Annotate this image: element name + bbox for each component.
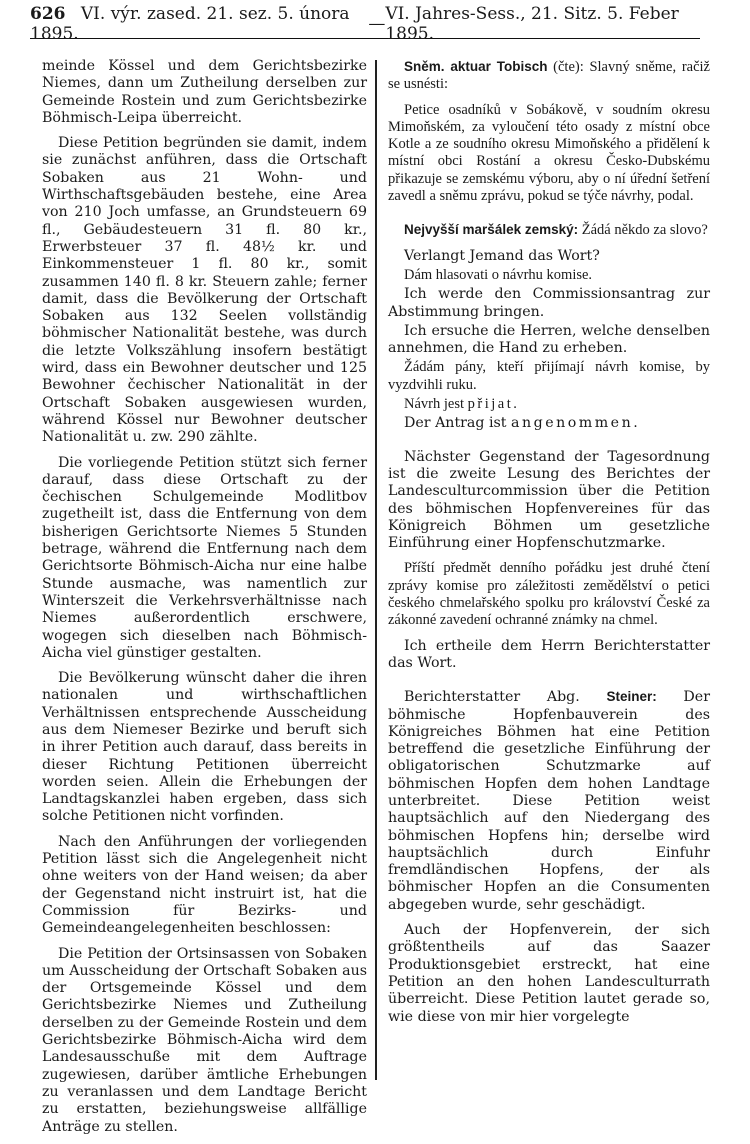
- left-column: [42, 58, 367, 1144]
- result-text: Der Antrag ist: [404, 415, 512, 432]
- result-word: angenommen.: [511, 415, 641, 432]
- header-title-german: VI. Jahres-Sess., 21. Sitz. 5. Feber 1895.: [385, 4, 679, 44]
- speech-text: Der böhmische Hopfenbauverein des Königreiches Böhmen hat eine Petition betreffend die gesetzliche Einführung der obligatorischen Schutzmarke auf böhmischen Hopfen dem hohen Landtage unterbreitet. Diese Petition weist hauptsächlich auf den Niedergang des böhmischen Hopfens hin; derselbe wird hauptsächlich durch Einfuhr fremdländischen Hopfens, der als böhmischer Hopfen an die Consumenten abgegeben wurde, sehr geschädigt.: [388, 689, 710, 913]
- speaker-name: Steiner:: [606, 689, 657, 705]
- paragraph: Nach den Anführungen der vorliegenden Petition lässt sich die Angelegenheit nicht ohne weiters von der Hand weisen; da aber der Gegenstand nicht instruirt ist, hat die Commission für Bezirks- und Gemeindeangelegenheiten beschlossen:: [42, 833, 367, 937]
- header-separator: —: [368, 14, 386, 34]
- speaker-title: Berichterstatter Abg.: [404, 689, 607, 706]
- paragraph: Nächster Gegenstand der Tagesordnung ist die zweite Lesung des Berichtes der Landesculturcommission über die Petition des böhmischen Hopfenvereines für das Königreich Böhmen um gesetzliche Einführung einer Hopfenschutzmarke.: [388, 448, 710, 552]
- paragraph: Ich werde den Commissionsantrag zur Abstimmung bringen.: [388, 286, 710, 320]
- paragraph: Die vorliegende Petition stützt sich ferner darauf, dass diese Ortschaft zu der čechischen Schulgemeinde Modlitbov zugetheilt ist, dass die Entfernung von dem bisherigen Gerichtsorte Niemes 5 Stunden betrage, während die Entfernung nach dem Gerichtsorte Böhmisch-Aicha nur eine halbe Stunde ausmache, was namentlich zur Winterszeit die Verkehrsverhältnisse nach Niemes außerordentlich erschwere, wogegen sich dieselben nach Böhmisch-Aicha viel günstiger gestalten.: [42, 454, 367, 661]
- header-title-czech: VI. výr. zased. 21. sez. 5. února 1895.: [30, 4, 350, 44]
- paragraph: Petice osadníků v Sobákově, v soudním okresu Mimoňském, za vyloučení této osady z místní obce Kotle a ze soudního okresu Mimoňského a přidělení k místní obci Rostání a okresu Česko-Dubskému přikazuje se zemskému výboru, aby o ní úřední šetření zavedl a sněmu zprávu, pokud se týče návrhy, podal.: [388, 101, 710, 205]
- right-column: [388, 58, 710, 1034]
- paragraph: Ich ersuche die Herren, welche denselben annehmen, die Hand zu erheben.: [388, 322, 710, 357]
- page-header: [30, 4, 700, 44]
- page-number: 626: [30, 4, 66, 24]
- speaker-name: Nejvyšší maršálek zemský:: [404, 222, 579, 238]
- speaker-name: Sněm. aktuar Tobisch: [404, 59, 548, 74]
- result-paragraph: [388, 415, 710, 432]
- paragraph: Příští předmět denního pořádku jest druhé čtení zprávy komise pro záležitosti zemědělství o petici českého chmelařského spolku pro království České za zákonné zavedení ochranné známky na chmel.: [388, 560, 710, 629]
- paragraph: Verlangt Jemand das Wort?: [404, 247, 600, 264]
- speaker-paragraph: [388, 688, 710, 914]
- result-paragraph: [388, 396, 710, 413]
- paragraph: Dám hlasovati o návrhu komise.: [404, 266, 593, 283]
- speaker-paragraph: [388, 58, 710, 94]
- paragraph: Auch der Hopfenverein, der sich größtentheils auf das Saazer Produktionsgebiet erstreckt, hat eine Petition an den hohen Landesculturrath überreicht. Diese Petition lautet gerade so, wie diese von mir hier vorgelegte: [388, 922, 710, 1025]
- speech-text: Žádá někdo za slovo?: [578, 222, 708, 239]
- paragraph: Diese Petition begründen sie damit, indem sie zunächst anführen, dass die Ortschaft Sobaken aus 21 Wohn- und Wirthschaftsgebäuden bestehe, eine Area von 210 Joch umfasse, an Grundsteuern 69 fl., Gebäudesteuern 31 fl. 80 kr., Erwerbsteuer 37 fl. 48½ kr. und Einkommensteuer 1 fl. 80 kr., somit zusammen 140 fl. 8 kr. Steuern zahle; ferner damit, dass die Bevölkerung der Ortschaft Sobaken aus 132 Seelen vollständig böhmischer Nationalität bestehe, was durch die letzte Volkszählung insofern bestätigt wird, dass ein Bewohner deutscher und 125 Bewohner čechischer Nationalität in der Ortschaft Sobaken ausgewiesen wurden, während Kössel nur Bewohner deutscher Nationalität u. zw. 290 zählte.: [42, 135, 367, 446]
- speaker-paragraph: [388, 221, 710, 239]
- speech-text: (čte): Slavný sněme, račiž se usnésti:: [388, 59, 710, 93]
- result-word: přijat.: [467, 396, 520, 413]
- result-text: Návrh jest: [404, 396, 468, 413]
- paragraph: meinde Kössel und dem Gerichtsbezirke Niemes, dann um Zutheilung derselben zur Gemeinde Rostein und zum Gerichtsbezirke Böhmisch-Leipa überreicht.: [42, 58, 367, 126]
- paragraph: Die Petition der Ortsinsassen von Sobaken um Ausscheidung der Ortschaft Sobaken aus der Ortsgemeinde Kössel und dem Gerichtsbezirke Niemes und Zutheilung derselben zu der Gemeinde Rostein und dem Gerichtsbezirke Böhmisch-Aicha wird dem Landesausschuße mit dem Auftrage zugewiesen, darüber ämtliche Erhebungen zu veranlassen und dem Landtage Bericht zu erstatten, beziehungsweise allfällige Anträge zu stellen.: [42, 945, 367, 1135]
- paragraph: Die Bevölkerung wünscht daher die ihren nationalen und wirthschaftlichen Verhältnissen entsprechende Ausscheidung aus dem Niemeser Bezirke und beruft sich in ihrer Petition auch darauf, dass bereits in dieser Richtung Petitionen überreicht worden seien. Allein die Erhebungen der Landtagskanzlei haben ergeben, dass sich solche Petitionen nicht vorfinden.: [42, 670, 367, 825]
- column-divider: [375, 60, 377, 1080]
- paragraph: Žádám pány, kteří přijímají návrh komise, by vyzdvihli ruku.: [388, 359, 710, 393]
- paragraph: Ich ertheile dem Herrn Berichterstatter das Wort.: [388, 637, 710, 671]
